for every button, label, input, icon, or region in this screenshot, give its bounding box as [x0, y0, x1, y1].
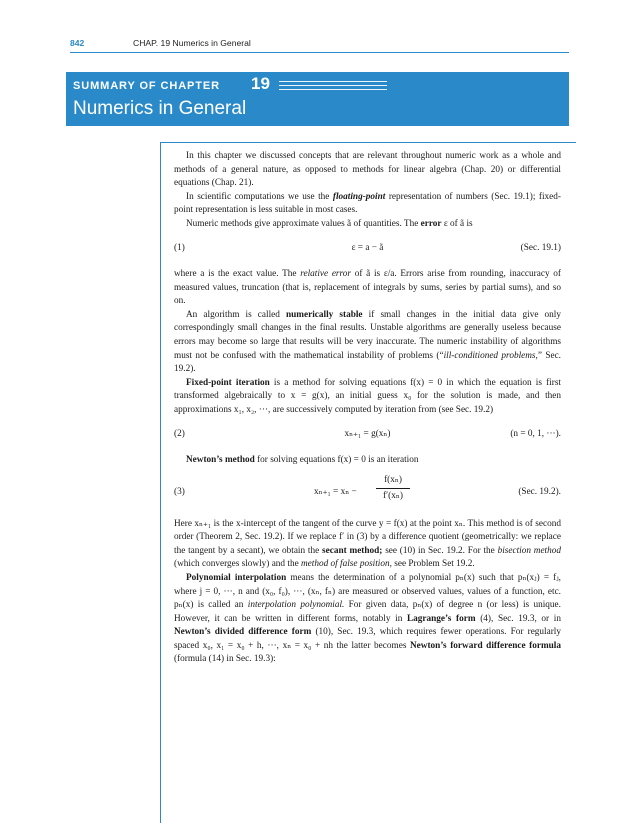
banner-title: Numerics in General: [73, 98, 247, 119]
chapter-number: 19: [251, 74, 270, 93]
equation-3-reference: (Sec. 19.2).: [518, 486, 561, 497]
page-number: 842: [70, 38, 85, 48]
term-error: error: [420, 218, 442, 229]
term-bisection-method: bisection method: [497, 545, 561, 556]
term-newton-forward-difference: Newton’s forward difference formula: [410, 640, 561, 651]
running-head: [70, 38, 570, 52]
equation-3-denominator: f′(xₙ): [383, 491, 403, 502]
term-lagrange-form: Lagrange’s form: [407, 613, 476, 624]
term-newton-divided-difference: Newton’s divided difference form: [174, 627, 312, 638]
paragraph-intro: In this chapter we discussed concepts that are relevant throughout numeric work as a whole and methods of a general nature, as opposed to methods for linear algebra (Chap. 20) or differential equations (Chap. 21).: [174, 151, 561, 189]
term-polynomial-interpolation: Polynomial interpolation: [186, 573, 287, 584]
equation-1: [174, 242, 561, 256]
equation-2-formula: xₙ₊₁ = g(xₙ): [344, 429, 391, 440]
paragraph-fixed-point: Fixed-point iteration is a method for solving equations f(x) = 0 in which the equation is first transformed algebraically to x = g(x), an initial guess x₀ for the solution is made, and then approximations x₁, x₂, ···, are successively computed by iteration from (see Sec. 19.2): [174, 377, 561, 415]
term-interpolation-polynomial: interpolation polynomial.: [247, 600, 345, 611]
chapter-summary-banner: [66, 72, 569, 126]
equation-2-reference: (n = 0, 1, ···).: [510, 429, 561, 440]
header-rule: [70, 52, 569, 53]
term-floating-point: floating-point: [332, 191, 386, 202]
equation-3-numerator: f(xₙ): [376, 474, 410, 490]
paragraph-relative-error: where a is the exact value. The relative error of ã is ε/a. Errors arise from rounding, inaccuracy of measured values, truncation (that is, replacement of integrals by sums, series by partial sums), and so on.: [174, 269, 561, 307]
equation-3-fraction: [376, 474, 410, 504]
paragraph-secant: Here xₙ₊₁ is the x-intercept of the tangent of the curve y = f(x) at the point xₙ. This method is of second order (Theorem 2, Sec. 19.2). If we replace f′ in (3) by a difference quotient (geometrically: we replace the tangent by a secant), we obtain the secant method; see (10) in Sec. 19.2. For the bisection method (which converges slowly) and the method of false position, see Problem Set 19.2.: [174, 518, 561, 570]
equation-1-reference: (Sec. 19.1): [520, 243, 561, 254]
summary-body: [174, 150, 561, 667]
paragraph-interpolation: Polynomial interpolation means the determination of a polynomial pₙ(x) such that pₙ(xⱼ) = fⱼ, where j = 0, ···, n and (x₀, f₀), ···, (xₙ, fₙ) are measured or observed values, values of a function, etc. pₙ(x) is called an interpolation polynomial. For given data, pₙ(x) of degree n (or less) is unique. However, it can be written in different forms, notably in Lagrange’s form (4), Sec. 19.3, or in Newton’s divided difference form (10), Sec. 19.3, which requires fewer operations. For regularly spaced x₀, x₁ = x₀ + h, ···, xₙ = x₀ + nh the latter becomes Newton’s forward difference formula (formula (14) in Sec. 19.3):: [174, 573, 562, 665]
equation-2-number: (2): [174, 429, 185, 440]
term-newtons-method: Newton’s method: [186, 455, 255, 466]
paragraph-floating-point: In scientific computations we use the floating-point representation of numbers (Sec. 19.1); fixed-point representation is less suitable in most cases.: [174, 191, 561, 216]
equation-2: [174, 428, 561, 442]
equation-1-number: (1): [174, 243, 185, 254]
paragraph-stability: An algorithm is called numerically stable if small changes in the initial data give only correspondingly small changes in the final results. Unstable algorithms are generally useless because errors may become so large that results will be very inaccurate. The numeric instability of algorithms must not be confused with the mathematical instability of problems (“ill-conditioned problems,” Sec. 19.2).: [174, 309, 561, 375]
chapter-running-title: CHAP. 19 Numerics in General: [133, 38, 251, 48]
equation-3: [174, 474, 561, 510]
term-numerically-stable: numerically stable: [286, 309, 363, 320]
banner-top-row: [73, 74, 423, 94]
paragraph-newton: Newton’s method for solving equations f(x) = 0 is an iteration: [186, 455, 419, 466]
term-secant-method: secant method;: [322, 545, 383, 556]
term-false-position: method of false position,: [300, 559, 392, 570]
term-fixed-point-iteration: Fixed-point iteration: [186, 377, 270, 388]
summary-label: SUMMARY OF CHAPTER: [73, 80, 220, 92]
equation-1-formula: ε = a − ã: [351, 243, 384, 254]
equation-3-number: (3): [174, 486, 185, 497]
paragraph-error: Numeric methods give approximate values ã of quantities. The error ε of ã is: [186, 218, 473, 229]
banner-decorative-lines: [279, 81, 387, 93]
term-relative-error: relative error: [300, 269, 352, 280]
equation-3-lhs: xₙ₊₁ = xₙ −: [314, 486, 357, 497]
term-ill-conditioned: ill-conditioned problems,: [443, 350, 538, 361]
